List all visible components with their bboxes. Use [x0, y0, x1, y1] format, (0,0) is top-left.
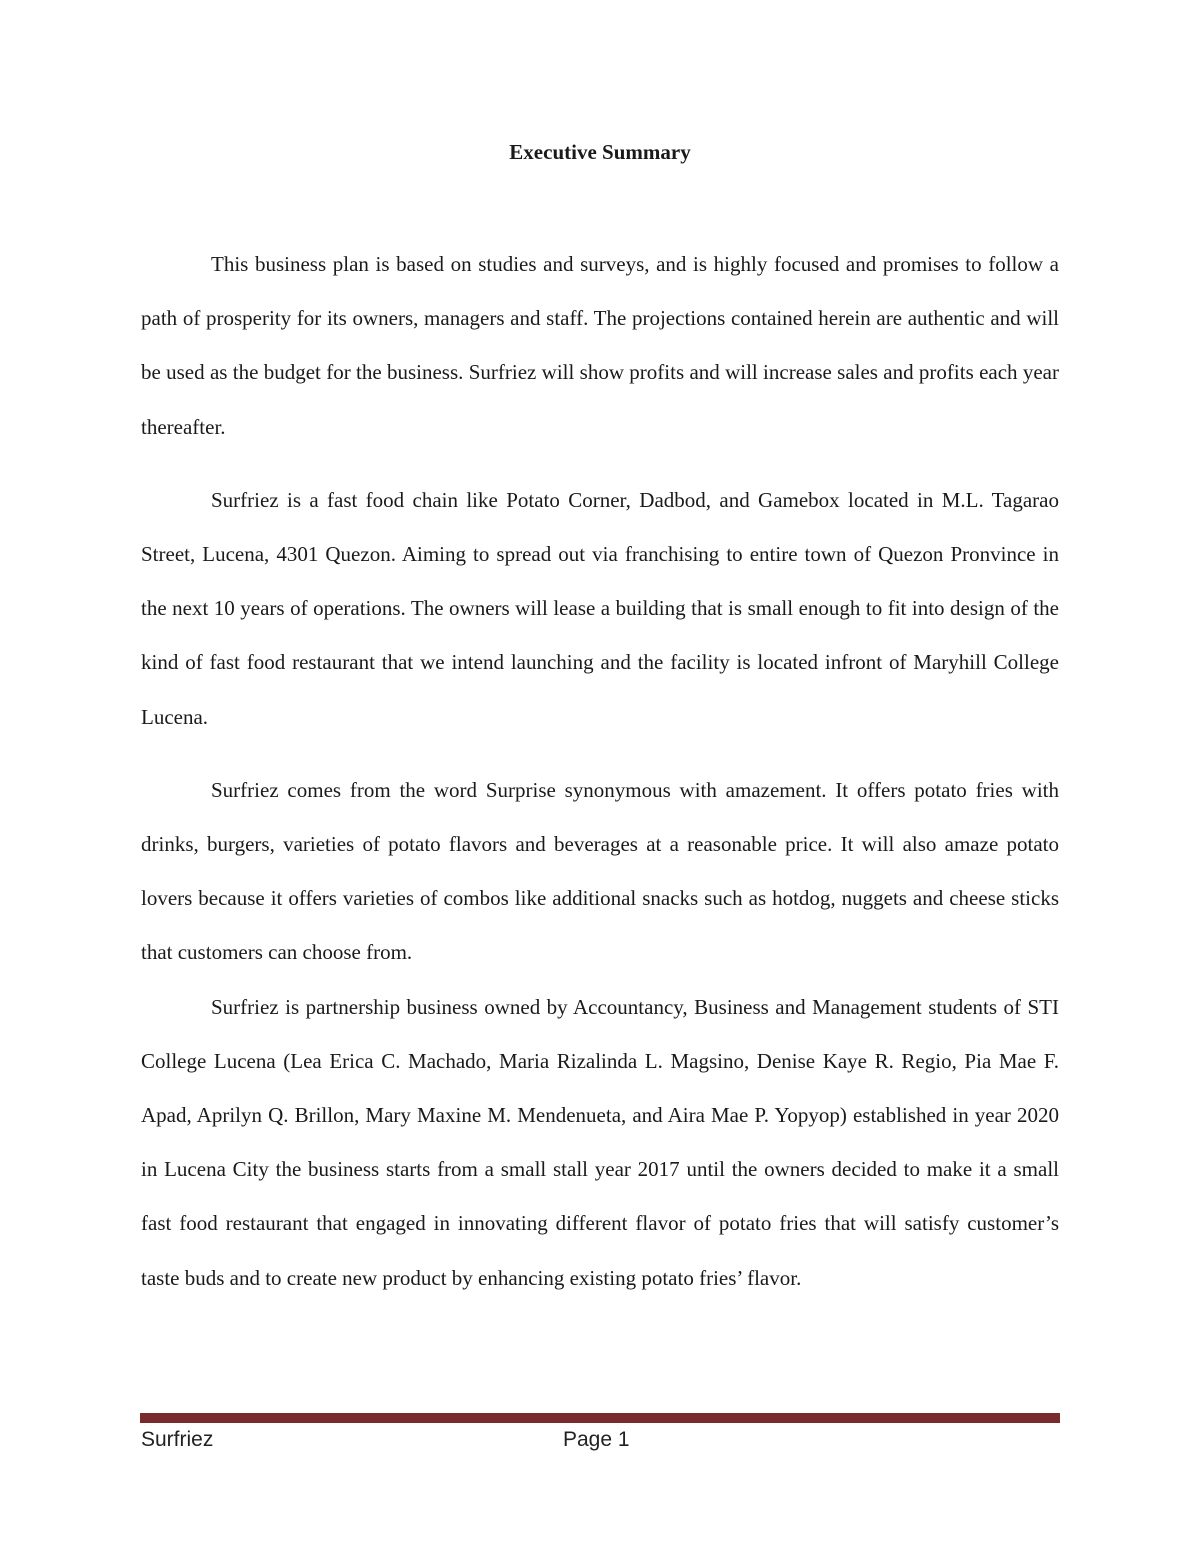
footer-rule [140, 1413, 1060, 1423]
footer-company-name: Surfriez [141, 1428, 214, 1451]
paragraph-ownership: Surfriez is partnership business owned by Accountancy, Business and Management students of STI College Lucena (Lea Erica C. Machado, Maria Rizalinda L. Magsino, Denise Kaye R. Regio, Pia Mae F. Apad, Aprilyn Q. Brillon, Mary Maxine M. Mendenueta, and Aira Mae P. Yopyop) established in year 2020 in Lucena City the business starts from a small stall year 2017 until the owners decided to make it a small fast food restaurant that engaged in innovating different flavor of potato fries that will satisfy customer’s taste buds and to create new product by enhancing existing potato fries’ flavor. [141, 994, 1059, 1290]
paragraph-intro: This business plan is based on studies and surveys, and is highly focused and promises to follow a path of prosperity for its owners, managers and staff. The projections contained herein are authentic and will be used as the budget for the business. Surfriez will show profits and will increase sales and profits each year thereafter. [141, 252, 1059, 439]
page-title: Executive Summary [509, 140, 691, 164]
paragraph-name-origin: Surfriez comes from the word Surprise synonymous with amazement. It offers potato fries with drinks, burgers, varieties of potato flavors and beverages at a reasonable price. It will also amaze potato lovers because it offers varieties of combos like additional snacks such as hotdog, nuggets and cheese sticks that customers can choose from. [141, 777, 1059, 965]
footer-page-number: Page 1 [563, 1428, 630, 1451]
paragraph-location: Surfriez is a fast food chain like Potato Corner, Dadbod, and Gamebox located in M.L. Tagarao Street, Lucena, 4301 Quezon. Aiming to spread out via franchising to entire town of Quezon Pronvince in the next 10 years of operations. The owners will lease a building that is small enough to fit into design of the kind of fast food restaurant that we intend launching and the facility is located infront of Maryhill College Lucena. [141, 487, 1059, 729]
document-body [141, 237, 1059, 1305]
